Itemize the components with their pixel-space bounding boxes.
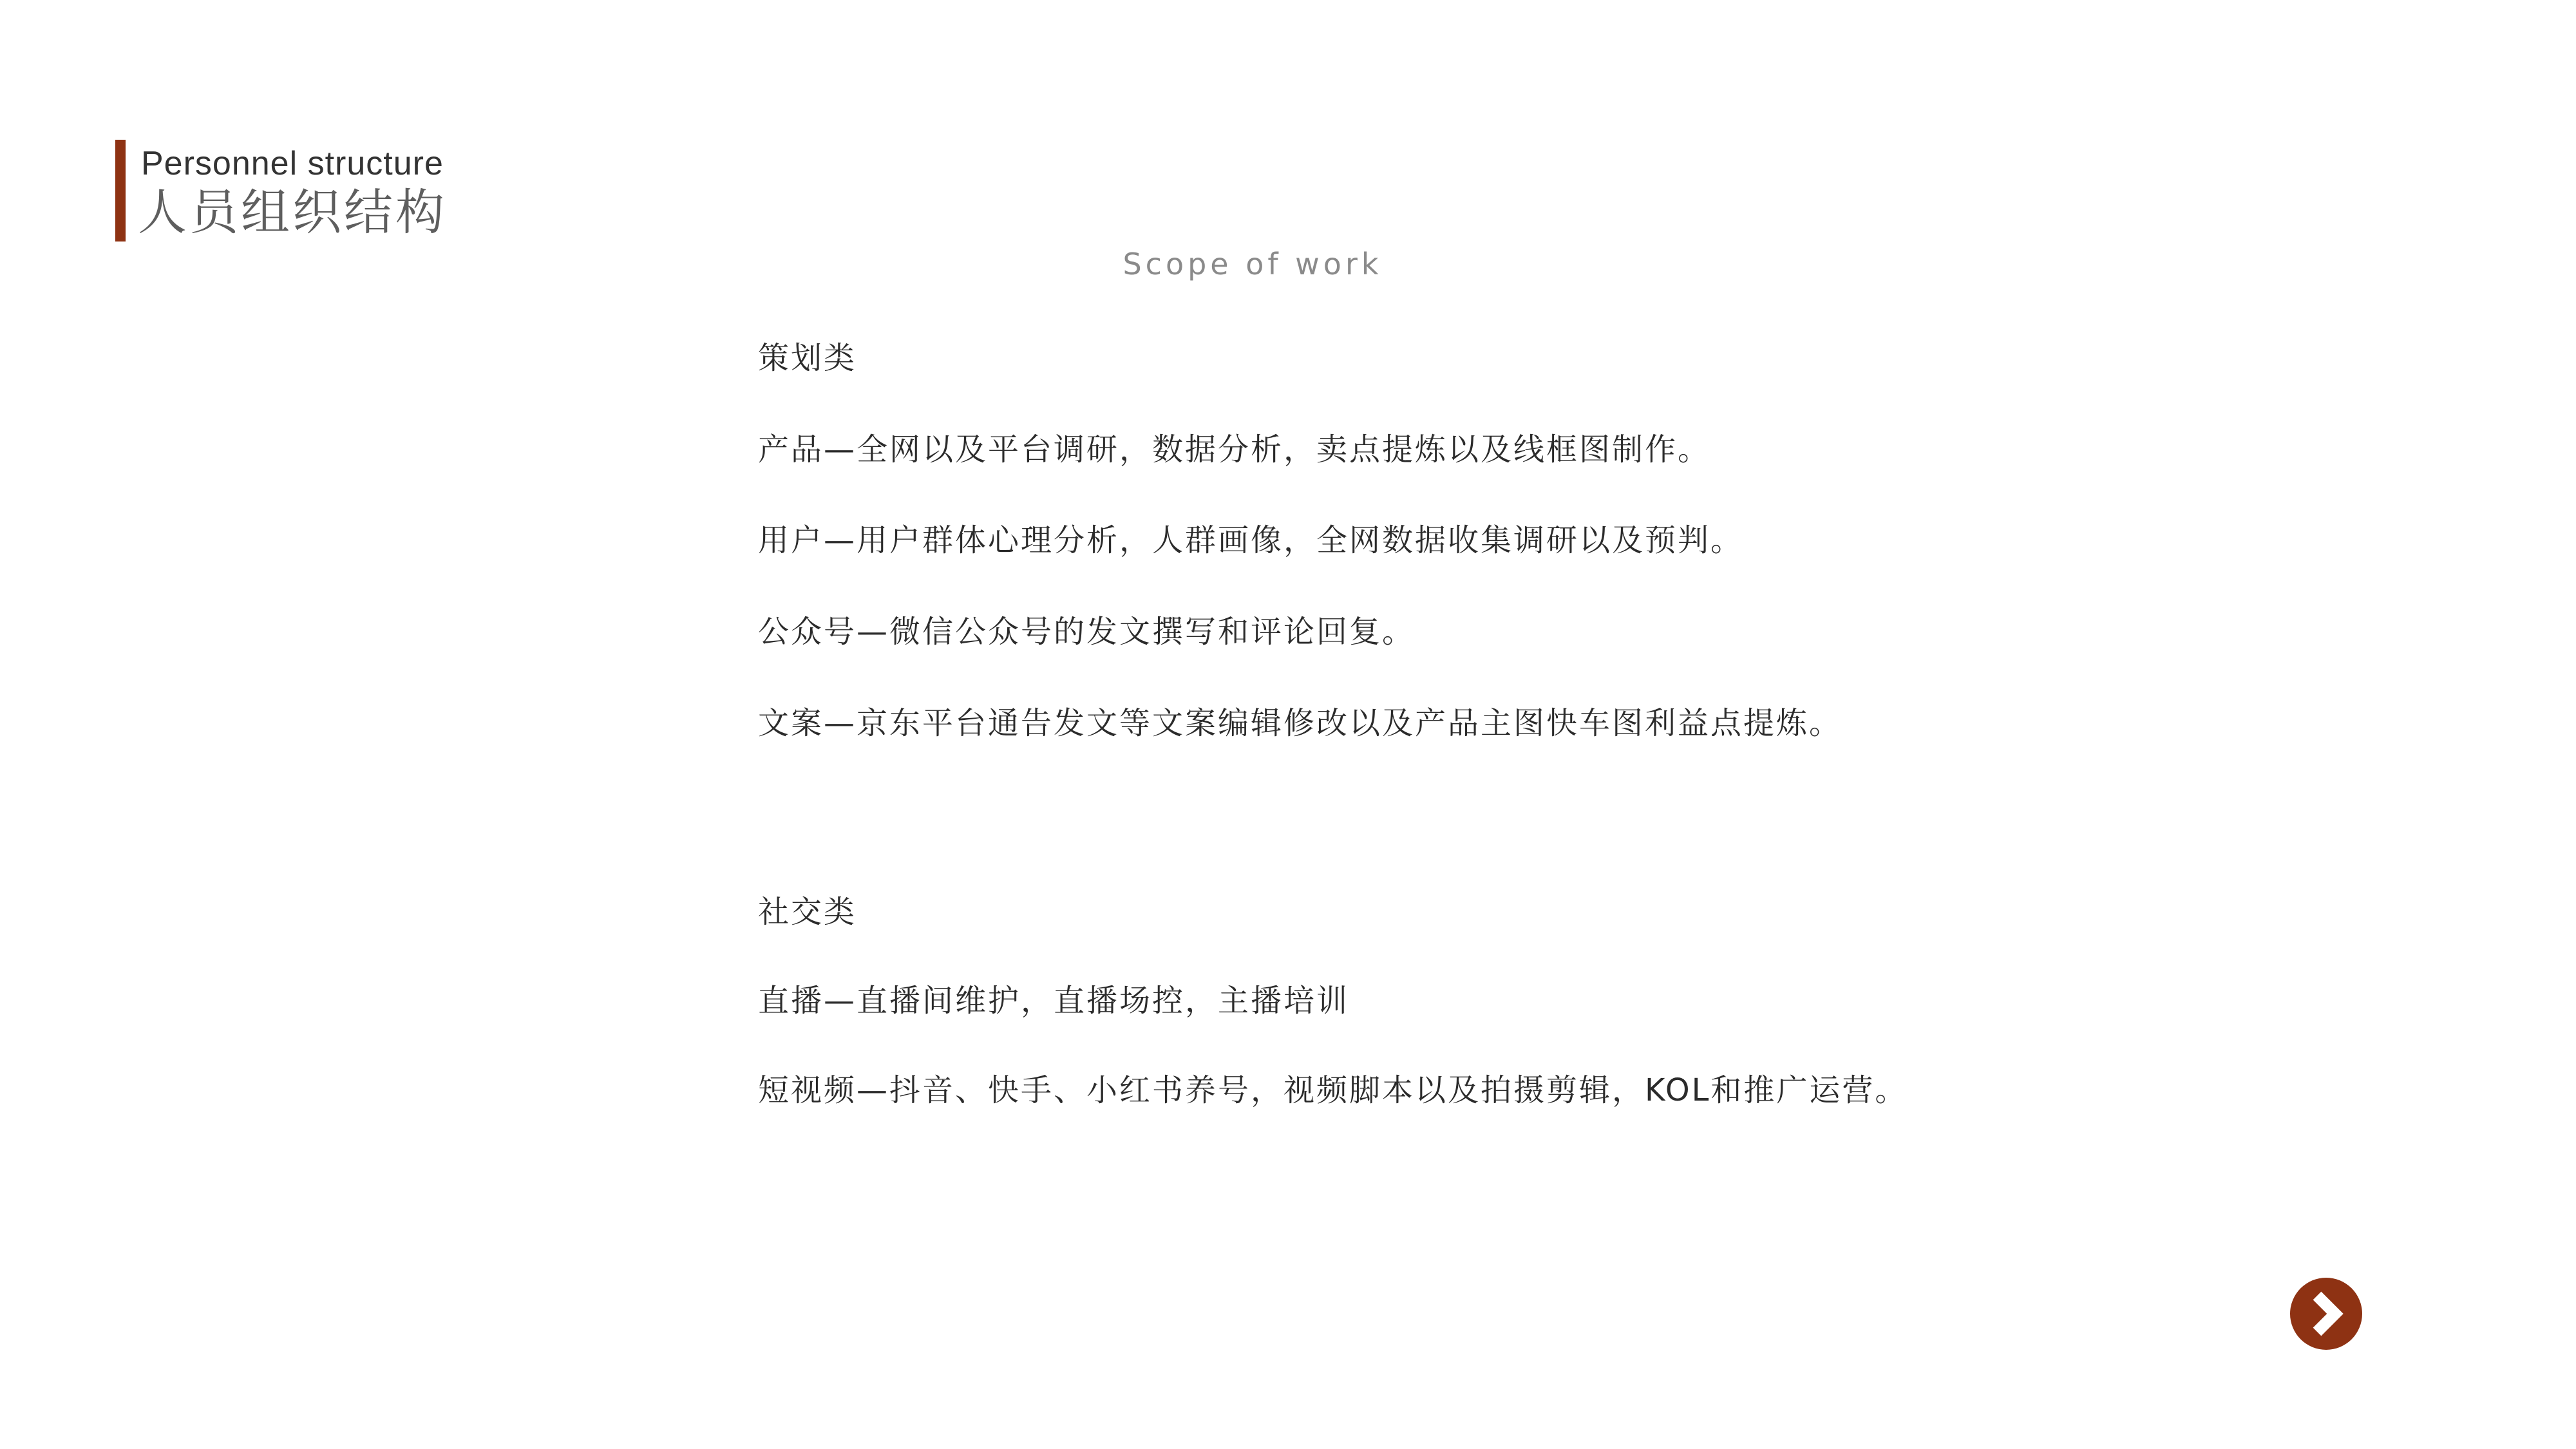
next-button[interactable] — [2290, 1278, 2362, 1350]
scope-of-work-subtitle: Scope of work — [1122, 247, 1383, 281]
planning-item-copywriting: 文案—京东平台通告发文等文案编辑修改以及产品主图快车图利益点提炼。 — [758, 705, 1842, 741]
planning-item-product: 产品—全网以及平台调研，数据分析，卖点提炼以及线框图制作。 — [758, 431, 1711, 468]
section-heading-social: 社交类 — [758, 894, 857, 930]
section-heading-planning: 策划类 — [758, 340, 857, 376]
chevron-right-icon — [2290, 1278, 2362, 1350]
social-item-livestream: 直播—直播间维护，直播场控，主播培训 — [758, 983, 1350, 1019]
planning-item-official-account: 公众号—微信公众号的发文撰写和评论回复。 — [758, 614, 1416, 650]
planning-item-user: 用户—用户群体心理分析，人群画像，全网数据收集调研以及预判。 — [758, 522, 1744, 558]
social-item-short-video: 短视频—抖音、快手、小红书养号，视频脚本以及拍摄剪辑，KOL和推广运营。 — [758, 1072, 1908, 1108]
header-title-zh: 人员组织结构 — [138, 184, 447, 241]
header-accent-bar — [115, 140, 126, 242]
header-title-en: Personnel structure — [141, 145, 444, 182]
